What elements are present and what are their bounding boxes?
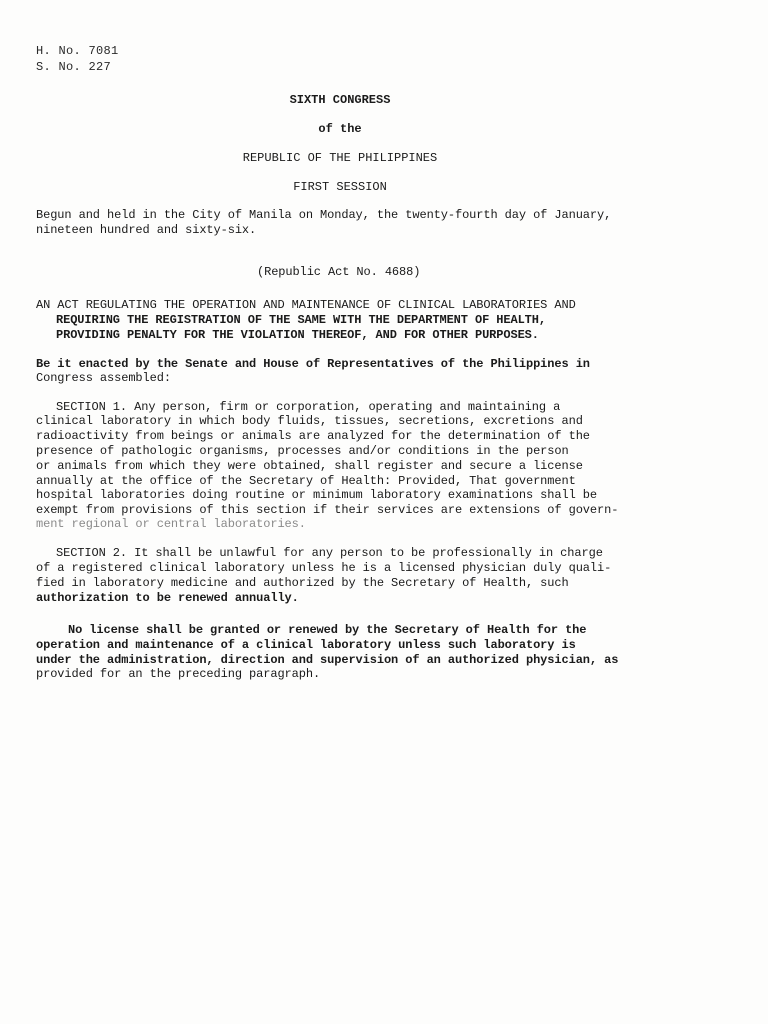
paragraph3-line: under the administration, direction and supervision of an authorized physician, as: [36, 653, 619, 667]
enacting-clause-line: Be it enacted by the Senate and House of Representatives of the Philippines in: [36, 357, 590, 371]
section1-line: ment regional or central laboratories.: [36, 517, 306, 531]
paragraph3-line: operation and maintenance of a clinical laboratory unless such laboratory is: [36, 638, 576, 652]
section1-line: presence of pathologic organisms, processes and/or conditions in the person: [36, 444, 569, 458]
of-the-heading: of the: [318, 122, 362, 136]
section1-line: hospital laboratories doing routine or minimum laboratory examinations shall be: [36, 488, 597, 502]
senate-bill-number: S. No. 227: [36, 60, 112, 74]
section1-line: exempt from provisions of this section if their services are extensions of govern-: [36, 503, 619, 517]
house-bill-number: H. No. 7081: [36, 44, 119, 58]
paragraph3-line: provided for an the preceding paragraph.: [36, 667, 321, 681]
republic-act-number: (Republic Act No. 4688): [257, 265, 421, 279]
act-title-line: REQUIRING THE REGISTRATION OF THE SAME WITH THE DEPARTMENT OF HEALTH,: [56, 313, 546, 327]
act-title-line: AN ACT REGULATING THE OPERATION AND MAINTENANCE OF CLINICAL LABORATORIES AND: [36, 298, 576, 312]
section1-line: SECTION 1. Any person, firm or corporation, operating and maintaining a: [56, 400, 561, 414]
session-heading: FIRST SESSION: [293, 180, 387, 194]
act-title-line: PROVIDING PENALTY FOR THE VIOLATION THEREOF, AND FOR OTHER PURPOSES.: [56, 328, 539, 342]
section2-line: fied in laboratory medicine and authorized by the Secretary of Health, such: [36, 576, 569, 590]
section2-line: SECTION 2. It shall be unlawful for any person to be professionally in charge: [56, 546, 603, 560]
section1-line: annually at the office of the Secretary of Health: Provided, That government: [36, 474, 576, 488]
begun-line: Begun and held in the City of Manila on Monday, the twenty-fourth day of January,: [36, 208, 612, 222]
section2-line: of a registered clinical laboratory unless he is a licensed physician duly quali-: [36, 561, 612, 575]
congress-heading: SIXTH CONGRESS: [289, 93, 391, 107]
republic-heading: REPUBLIC OF THE PHILIPPINES: [242, 151, 438, 165]
section1-line: radioactivity from beings or animals are analyzed for the determination of the: [36, 429, 590, 443]
enacting-clause-line: Congress assembled:: [36, 371, 171, 385]
section2-line: authorization to be renewed annually.: [36, 591, 299, 605]
begun-line: nineteen hundred and sixty-six.: [36, 223, 257, 237]
paragraph3-line: No license shall be granted or renewed by the Secretary of Health for the: [68, 623, 587, 637]
section1-line: or animals from which they were obtained, shall register and secure a license: [36, 459, 583, 473]
section1-line: clinical laboratory in which body fluids, tissues, secretions, excretions and: [36, 414, 583, 428]
